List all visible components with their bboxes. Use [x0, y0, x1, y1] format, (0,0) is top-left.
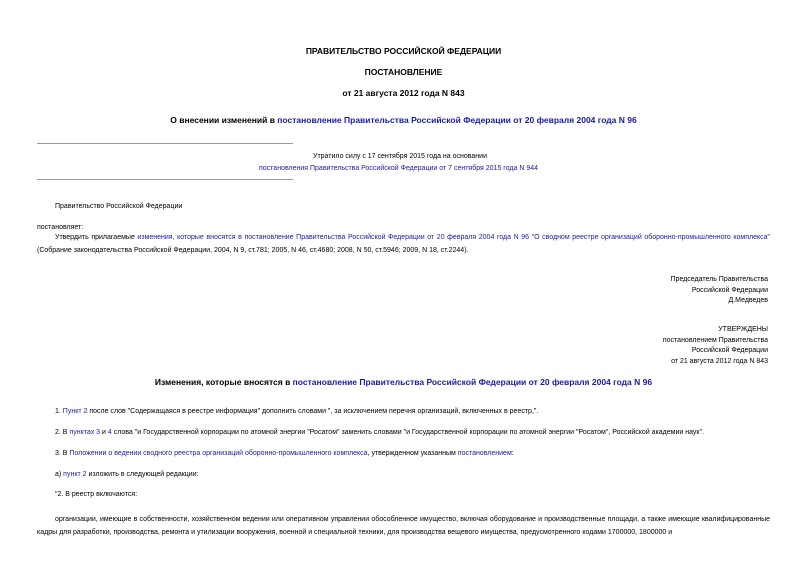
- approved-line2: постановлением Правительства: [662, 336, 768, 344]
- item1-text: после слов "Содержащаяся в реестре информация" дополнить словами ", за исключением перечня организаций, включенных в реестр,".: [87, 408, 539, 415]
- title-link[interactable]: постановление Правительства Российской Федерации от 20 февраля 2004 года N 96: [277, 115, 637, 125]
- document-title: [0, 115, 807, 125]
- document-type: ПОСТАНОВЛЕНИЕ: [364, 67, 443, 77]
- signature-line1: Председатель Правительства: [670, 276, 768, 283]
- status-line1: Утратило силу с 17 сентября 2015 года на основании: [313, 153, 487, 160]
- sub-item-a: [55, 470, 199, 480]
- item2-text: слова "и Государственной корпорации по атомной энергии "Росатом" заменить словами "и Государственной корпорации по атомной энергии "Росатом", Российской академии наук".: [111, 429, 704, 436]
- approve-link[interactable]: изменения, которые вносятся в постановление Правительства Российской Федерации от 20 февраля 2004 года N 96 "О сводном реестре организаций оборонно-промышленного комплекса": [137, 234, 770, 241]
- approve-prefix: Утвердить прилагаемые: [55, 234, 138, 241]
- sub-a-text: изложить в следующей редакции:: [86, 471, 199, 478]
- sub-a-prefix: а): [55, 471, 64, 478]
- status-divider-top: [37, 143, 293, 144]
- item2-link-2[interactable]: 4: [107, 429, 112, 436]
- last-paragraph: организации, имеющие в собственности, хозяйственном ведении или оперативном управлении обособленное имущество, включая оборудование и производственные площади, а также имеющие квалифицированные кадры для разработки, производства, ремонта и утилизации вооружения, военной и специальной техники, для производства вещевого имущества, предусмотренного кодами 1700000, 1800000 и: [37, 516, 770, 536]
- government-heading: ПРАВИТЕЛЬСТВО РОССИЙСКОЙ ФЕДЕРАЦИИ: [305, 46, 502, 56]
- item3-end: :: [511, 450, 514, 457]
- changes-title-link[interactable]: постановление Правительства Российской Федерации от 20 февраля 2004 года N 96: [292, 377, 653, 387]
- item2-number: 2. В: [55, 429, 70, 436]
- changes-title-prefix: Изменения, которые вносятся в: [154, 377, 293, 387]
- decides-label: постановляет:: [37, 224, 84, 231]
- item2-link-1[interactable]: пунктах 3: [69, 429, 101, 436]
- approve-suffix: (Собрание законодательства Российской Федерации, 2004, N 9, ст.781; 2005, N 46, ст.4680; 2008, N 50, ст.5946; 2009, N 18, ст.2244).: [37, 246, 469, 254]
- approved-line3: Российской Федерации: [691, 347, 768, 354]
- approved-line1: УТВЕРЖДЕНЫ: [718, 326, 768, 333]
- item3-mid: , утвержденном указанным: [367, 450, 458, 457]
- document-date: от 21 августа 2012 года N 843: [342, 88, 465, 98]
- change-item-2: [55, 428, 704, 438]
- approved-block: [663, 325, 768, 367]
- item3-number: 3. В: [55, 450, 70, 457]
- item2-and: и: [100, 429, 108, 436]
- sub-a-link[interactable]: пункт 2: [63, 471, 87, 478]
- quote-start: "2. В реестр включаются:: [55, 491, 138, 498]
- title-prefix: О внесении изменений в: [170, 115, 278, 125]
- approve-paragraph: [37, 232, 770, 257]
- signature-line2: Российской Федерации: [691, 286, 768, 294]
- status-divider-bottom: [37, 179, 293, 180]
- change-item-3: [55, 449, 514, 459]
- item3-link-2[interactable]: постановлением: [457, 450, 512, 457]
- government-name: Правительство Российской Федерации: [55, 203, 183, 210]
- item3-link-1[interactable]: Положении о ведении сводного реестра организаций оборонно-промышленного комплекса: [69, 450, 368, 457]
- signature-block: [671, 275, 768, 307]
- approved-line4: от 21 августа 2012 года N 843: [671, 357, 768, 365]
- item1-number: 1.: [55, 408, 63, 415]
- item1-link[interactable]: Пункт 2: [62, 408, 88, 415]
- changes-title: [0, 377, 807, 387]
- signature-name: Д.Медведев: [728, 297, 768, 304]
- change-item-1: [55, 407, 538, 417]
- status-link[interactable]: постановления Правительства Российской Федерации от 7 сентября 2015 года N 944: [259, 165, 539, 172]
